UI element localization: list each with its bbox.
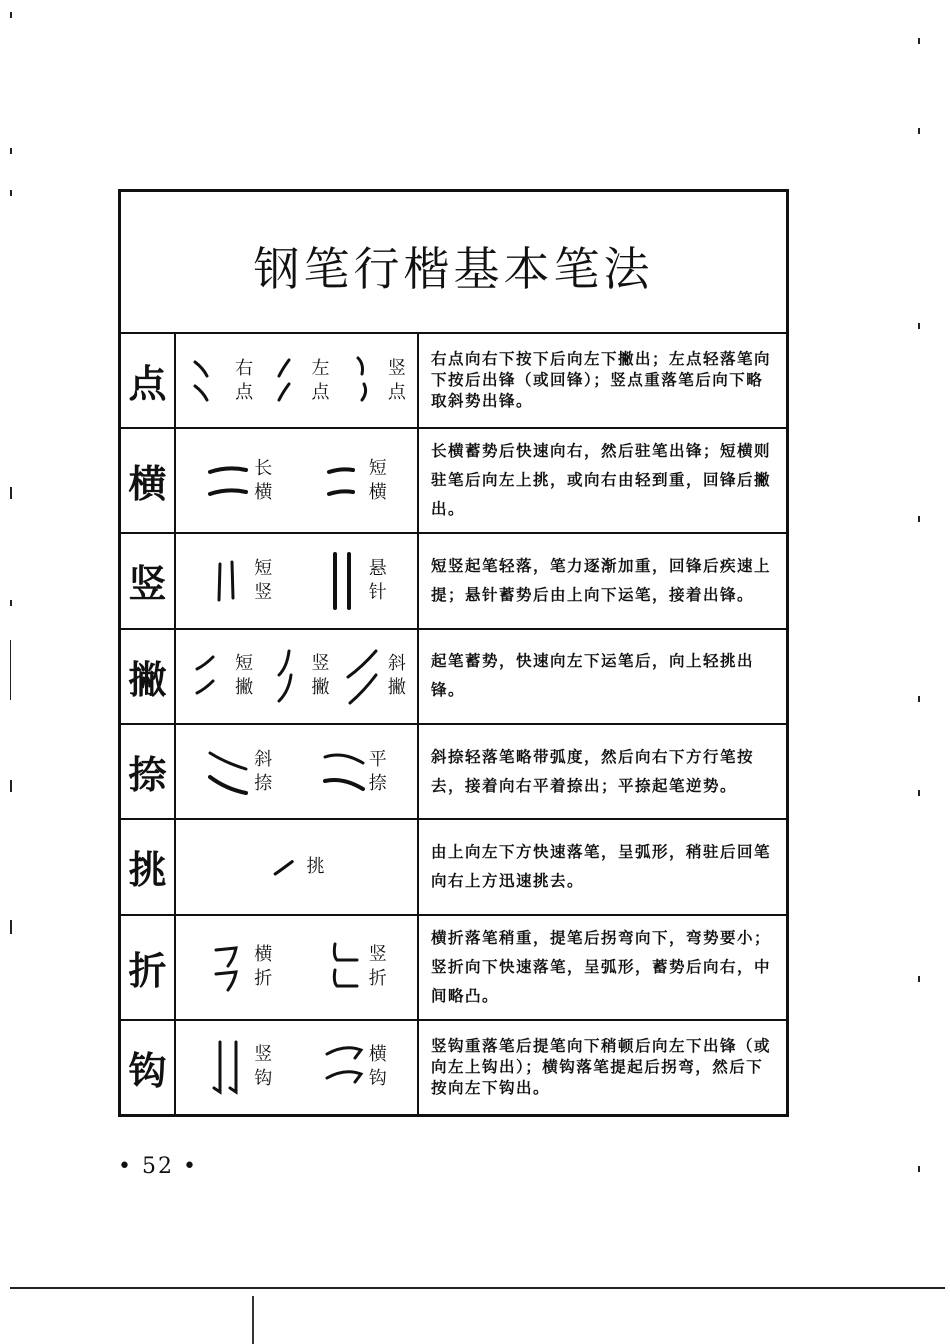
variant-label-2: 钩: [254, 1068, 273, 1090]
horizontal-turn-icon: [206, 936, 250, 998]
variant-label-1: 短: [235, 653, 254, 675]
scan-speck: [10, 12, 12, 18]
stroke-variant: [263, 350, 329, 412]
page-title: 钢笔行楷基本笔法: [253, 242, 654, 296]
variant-label-1: 斜: [254, 748, 273, 770]
vertical-throw-icon: [263, 645, 307, 707]
page-bottom-rule: [10, 1287, 945, 1289]
scan-speck: [10, 190, 12, 196]
variant-label-1: 斜: [387, 653, 406, 675]
scan-speck: [10, 920, 12, 934]
stroke-variant: [321, 550, 387, 612]
stroke-char: 横: [121, 429, 176, 532]
variant-label-2: 捺: [254, 772, 273, 794]
variant-label-1: 短: [254, 557, 273, 579]
variant-label-2: 钩: [368, 1068, 387, 1090]
variant-label-1: 竖: [254, 1044, 273, 1066]
variant-label-1: 挑: [306, 855, 325, 877]
stroke-variant: [187, 645, 253, 707]
stroke-char: 折: [121, 916, 176, 1019]
stroke-char: 竖: [121, 534, 176, 627]
stroke-variant: [340, 350, 406, 412]
stroke-variant: [321, 450, 387, 512]
variant-label-1: 横: [368, 1044, 387, 1066]
variant-label-1: 长: [254, 457, 273, 479]
variant-label-1: 左: [311, 357, 330, 379]
variant-label-1: 竖: [311, 653, 330, 675]
stroke-row-horizontal: [121, 429, 786, 534]
vertical-hook-icon: [206, 1036, 250, 1098]
stroke-demo: [176, 429, 419, 532]
variant-label-1: 短: [368, 457, 387, 479]
stroke-variant: [321, 936, 387, 998]
stroke-char: 点: [121, 334, 176, 427]
variant-label-1: 竖: [387, 357, 406, 379]
short-horizontal-icon: [321, 450, 365, 512]
horizontal-hook-icon: [321, 1036, 365, 1098]
stroke-row-vertical: [121, 534, 786, 629]
scan-speck: [10, 487, 12, 499]
stroke-variant: [321, 741, 387, 803]
stroke-variant: [206, 936, 272, 998]
stroke-char: 撇: [121, 630, 176, 723]
variant-label-1: 右: [235, 357, 254, 379]
variant-label-2: 点: [235, 381, 254, 403]
dot-right-icon: [187, 350, 231, 412]
scan-speck: [918, 128, 920, 134]
variant-label-2: 针: [368, 581, 387, 603]
scan-speck: [918, 38, 920, 44]
stroke-char: 捺: [121, 725, 176, 818]
variant-label-2: 撇: [311, 677, 330, 699]
rising-stroke-icon: [269, 836, 303, 898]
stroke-row-hook: [121, 1021, 786, 1114]
scan-speck: [918, 516, 920, 522]
stroke-description: 由上向左下方快速落笔，呈弧形，稍驻后回笔向右上方迅速挑去。: [431, 842, 772, 890]
hanging-needle-icon: [321, 550, 365, 612]
stroke-description: 斜捺轻落笔略带弧度，然后向右下方行笔按去，接着向右平着捺出；平捺起笔逆势。: [431, 747, 755, 795]
variant-label-2: 撇: [387, 677, 406, 699]
stroke-demo: [176, 630, 419, 723]
stroke-row-rise: [121, 820, 786, 915]
vertical-turn-icon: [321, 936, 365, 998]
scan-speck: [918, 790, 920, 796]
stroke-variant: [340, 645, 406, 707]
scan-speck: [918, 696, 920, 702]
variant-label-2: 点: [387, 381, 406, 403]
scan-speck: [918, 976, 920, 982]
long-horizontal-icon: [206, 450, 250, 512]
stroke-char: 挑: [121, 820, 176, 913]
scan-speck: [10, 640, 11, 700]
stroke-demo: [176, 725, 419, 818]
stroke-description: 长横蓄势后快速向右，然后驻笔出锋；短横则驻笔后向左上挑，或向右由轻到重，回锋后撇出。: [431, 442, 772, 519]
stroke-variant: [206, 450, 272, 512]
stroke-row-turn: [121, 916, 786, 1021]
stroke-variant: [321, 1036, 387, 1098]
stroke-demo: [176, 916, 419, 1019]
stroke-demo: [176, 334, 419, 427]
stroke-demo: [176, 1021, 419, 1114]
slant-throw-icon: [340, 645, 384, 707]
variant-label-2: 点: [311, 381, 330, 403]
scan-speck: [10, 780, 12, 792]
stroke-description: 短竖起笔轻落，笔力逐渐加重，回锋后疾速上提；悬针蓄势后由上向下运笔，接着出锋。: [431, 556, 772, 604]
scan-speck: [10, 148, 12, 154]
title-row: [121, 192, 786, 334]
variant-label-1: 竖: [368, 944, 387, 966]
stroke-description: 右点向右下按下后向左下撇出；左点轻落笔向下按后出锋（或回锋）；竖点重落笔后向下略取斜势出锋。: [431, 350, 772, 411]
scan-speck: [918, 323, 920, 329]
stroke-description: 横折落笔稍重，提笔后拐弯向下，弯势要小；竖折向下快速落笔，呈弧形，蓄势后向右，中间略凸。: [431, 928, 772, 1005]
stroke-variant: [263, 645, 329, 707]
short-vertical-icon: [206, 550, 250, 612]
variant-label-2: 捺: [368, 772, 387, 794]
scan-speck: [918, 1166, 920, 1172]
variant-label-2: 横: [254, 481, 273, 503]
stroke-demo: [176, 534, 419, 627]
stroke-variant: [206, 1036, 272, 1098]
variant-label-1: 横: [254, 944, 273, 966]
stroke-char: 钩: [121, 1021, 176, 1114]
short-throw-icon: [187, 645, 231, 707]
stroke-variant: [269, 836, 325, 898]
stroke-variant: [206, 741, 272, 803]
dot-vertical-icon: [340, 350, 384, 412]
variant-label-2: 折: [368, 968, 387, 990]
stroke-row-throw: [121, 630, 786, 725]
slant-press-icon: [206, 741, 250, 803]
stroke-demo: [176, 820, 419, 913]
stroke-description: 起笔蓄势，快速向左下运笔后，向上轻挑出锋。: [431, 652, 755, 700]
variant-label-2: 折: [254, 968, 273, 990]
scan-speck: [10, 600, 12, 606]
stroke-method-table: [118, 189, 789, 1117]
stroke-description: 竖钩重落笔后提笔向下稍顿后向左下出锋（或向左上钩出）；横钩落笔提起后拐弯，然后下按向左下钩出。: [431, 1036, 772, 1097]
variant-label-1: 平: [368, 748, 387, 770]
stroke-variant: [206, 550, 272, 612]
stroke-row-press: [121, 725, 786, 820]
flat-press-icon: [321, 741, 365, 803]
binding-mark: [252, 1296, 254, 1344]
variant-label-2: 竖: [254, 581, 273, 603]
variant-label-2: 横: [368, 481, 387, 503]
page-number: • 52 •: [118, 1154, 198, 1179]
dot-left-icon: [263, 350, 307, 412]
stroke-row-dot: [121, 334, 786, 429]
variant-label-2: 撇: [235, 677, 254, 699]
variant-label-1: 悬: [368, 557, 387, 579]
stroke-variant: [187, 350, 253, 412]
